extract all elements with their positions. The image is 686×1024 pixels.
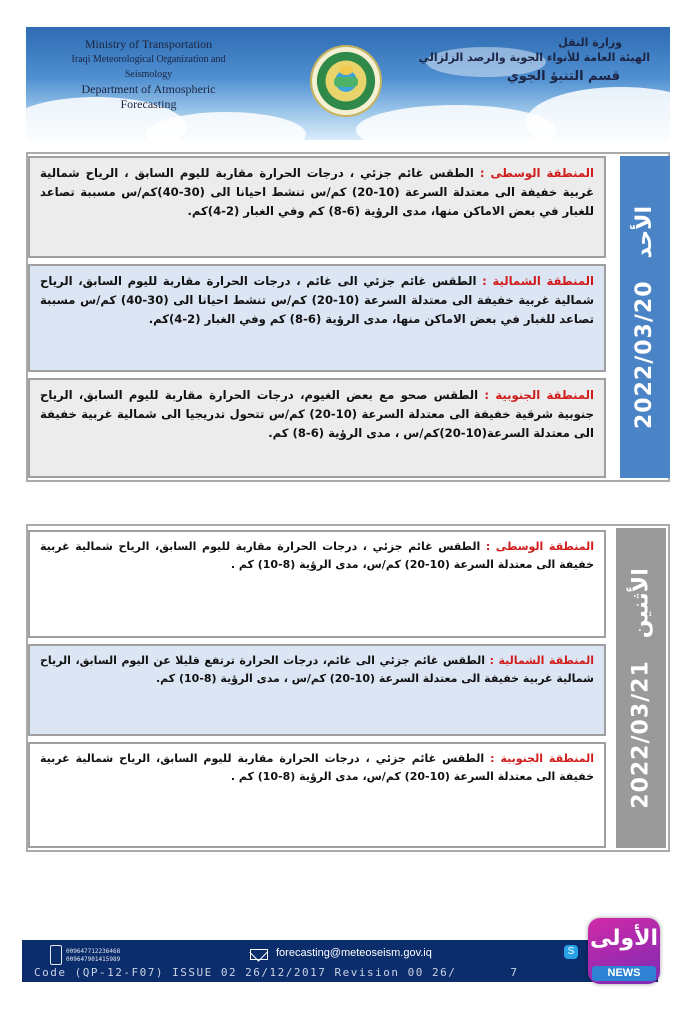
day-1-name: الأحد (632, 205, 658, 258)
day-2-region-south (28, 742, 606, 848)
phone-icon (50, 945, 62, 965)
phone-1: 009647712236468 (66, 948, 121, 955)
ministry-ar: وزارة النقل (558, 36, 622, 49)
phone-2: 009647901415989 (66, 956, 121, 963)
sun-icon (339, 65, 353, 75)
region-text: الطقس صحو مع بعض الغيوم، درجات الحرارة مقاربة لليوم السابق، الرياح جنوبية شرقية خفيفة الى معتدلة السرعة (10-20) كم/س تتحول تدريجيا الى شمالية غربية خفيفة الى معتدلة السرعة(10-20)كم/س ، مدى الرؤية (6-8) كم. (40, 388, 594, 440)
organization-ar: الهيئة العامة للأنواء الجوية والرصد الزلزالي (418, 51, 650, 64)
region-text: الطقس غائم جزئي الى غائم ، درجات الحرارة مقاربة لليوم السابق، الرياح شمالية غربية خفيفة الى معتدلة السرعة (10-20) كم/س تنشط احيانا الى (30-40) كم/س مسببة تصاعد للغبار في بعض الاماكن منها، مدى الرؤية (6-8) كم وفي الغبار (2-4)كم. (40, 274, 594, 326)
header-banner (26, 27, 670, 140)
date-bar-day-1 (620, 156, 670, 478)
region-name: المنطقة الجنوبية : (490, 752, 594, 765)
cloud-icon (334, 77, 358, 87)
phone-numbers (66, 948, 120, 964)
day-1-region-central (28, 156, 606, 258)
day-2-name: الأثنين (628, 567, 654, 638)
region-text: الطقس غائم جزئي ، درجات الحرارة مقاربة لليوم السابق، الرياح شمالية غربية خفيفة الى معتدلة السرعة (10-20) كم/س، مدى الرؤية (8-10) كم . (40, 752, 594, 783)
day-2-date: 2022/03/21 (628, 659, 654, 809)
code-text: Code (QP-12-F07) ISSUE 02 26/12/2017 Revision 00 26/ (34, 966, 457, 979)
news-badge-logo (588, 918, 660, 984)
organization-en: Iraqi Meteorological Organization and Seismology (71, 54, 226, 80)
region-text: الطقس غائم جزئي الى غائم، درجات الحرارة ترتفع قليلا عن اليوم السابق، الرياح شمالية غربية خفيفة الى معتدلة السرعة (10-20) كم/س ، مدى الرؤية (8-10) كم. (40, 654, 594, 685)
document-code (34, 966, 519, 979)
region-name: المنطقة الشمالية : (482, 274, 594, 288)
footer-bar (22, 940, 658, 982)
day-1-region-north (28, 264, 606, 372)
code-tail: 7 (510, 966, 519, 979)
day-2-region-central (28, 530, 606, 638)
header-english-text (56, 37, 241, 112)
region-name: المنطقة الوسطى : (485, 540, 594, 553)
email-link[interactable] (252, 947, 432, 959)
department-en: Department of Atmospheric Forecasting (81, 82, 216, 111)
email-text: forecasting@meteoseism.gov.iq (276, 947, 432, 959)
badge-news: NEWS (592, 966, 656, 981)
region-text: الطقس غائم جزئي ، درجات الحرارة مقاربة لليوم السابق، الرياح شمالية غربية خفيفة الى معتدلة السرعة (10-20) كم/س، مدى الرؤية (8-10) كم . (40, 540, 594, 571)
region-name: المنطقة الوسطى : (479, 166, 595, 180)
organization-logo (312, 47, 380, 115)
badge-arabic: الأولى (589, 926, 659, 951)
region-name: المنطقة الشمالية : (489, 654, 594, 667)
ministry-en: Ministry of Transportation (84, 37, 213, 51)
day-1-region-south (28, 378, 606, 478)
day-1-date: 2022/03/20 (632, 279, 658, 429)
skype-icon: S (564, 945, 578, 959)
day-2-region-north (28, 644, 606, 736)
region-name: المنطقة الجنوبية : (484, 388, 594, 402)
department-ar: قسم التنبؤ الجوي (506, 69, 620, 84)
header-arabic-text (419, 35, 650, 84)
date-bar-day-2 (616, 528, 666, 848)
region-text: الطقس غائم جزئي ، درجات الحرارة مقاربة لليوم السابق ، الرياح شمالية غربية خفيفة الى معتدلة السرعة (10-20) كم/س تنشط احيانا الى (30-40)كم/س مسببة تصاعد للغبار في بعض الاماكن منها، مدى الرؤية (6-8) كم وفي الغبار (2-4)كم. (40, 166, 594, 218)
